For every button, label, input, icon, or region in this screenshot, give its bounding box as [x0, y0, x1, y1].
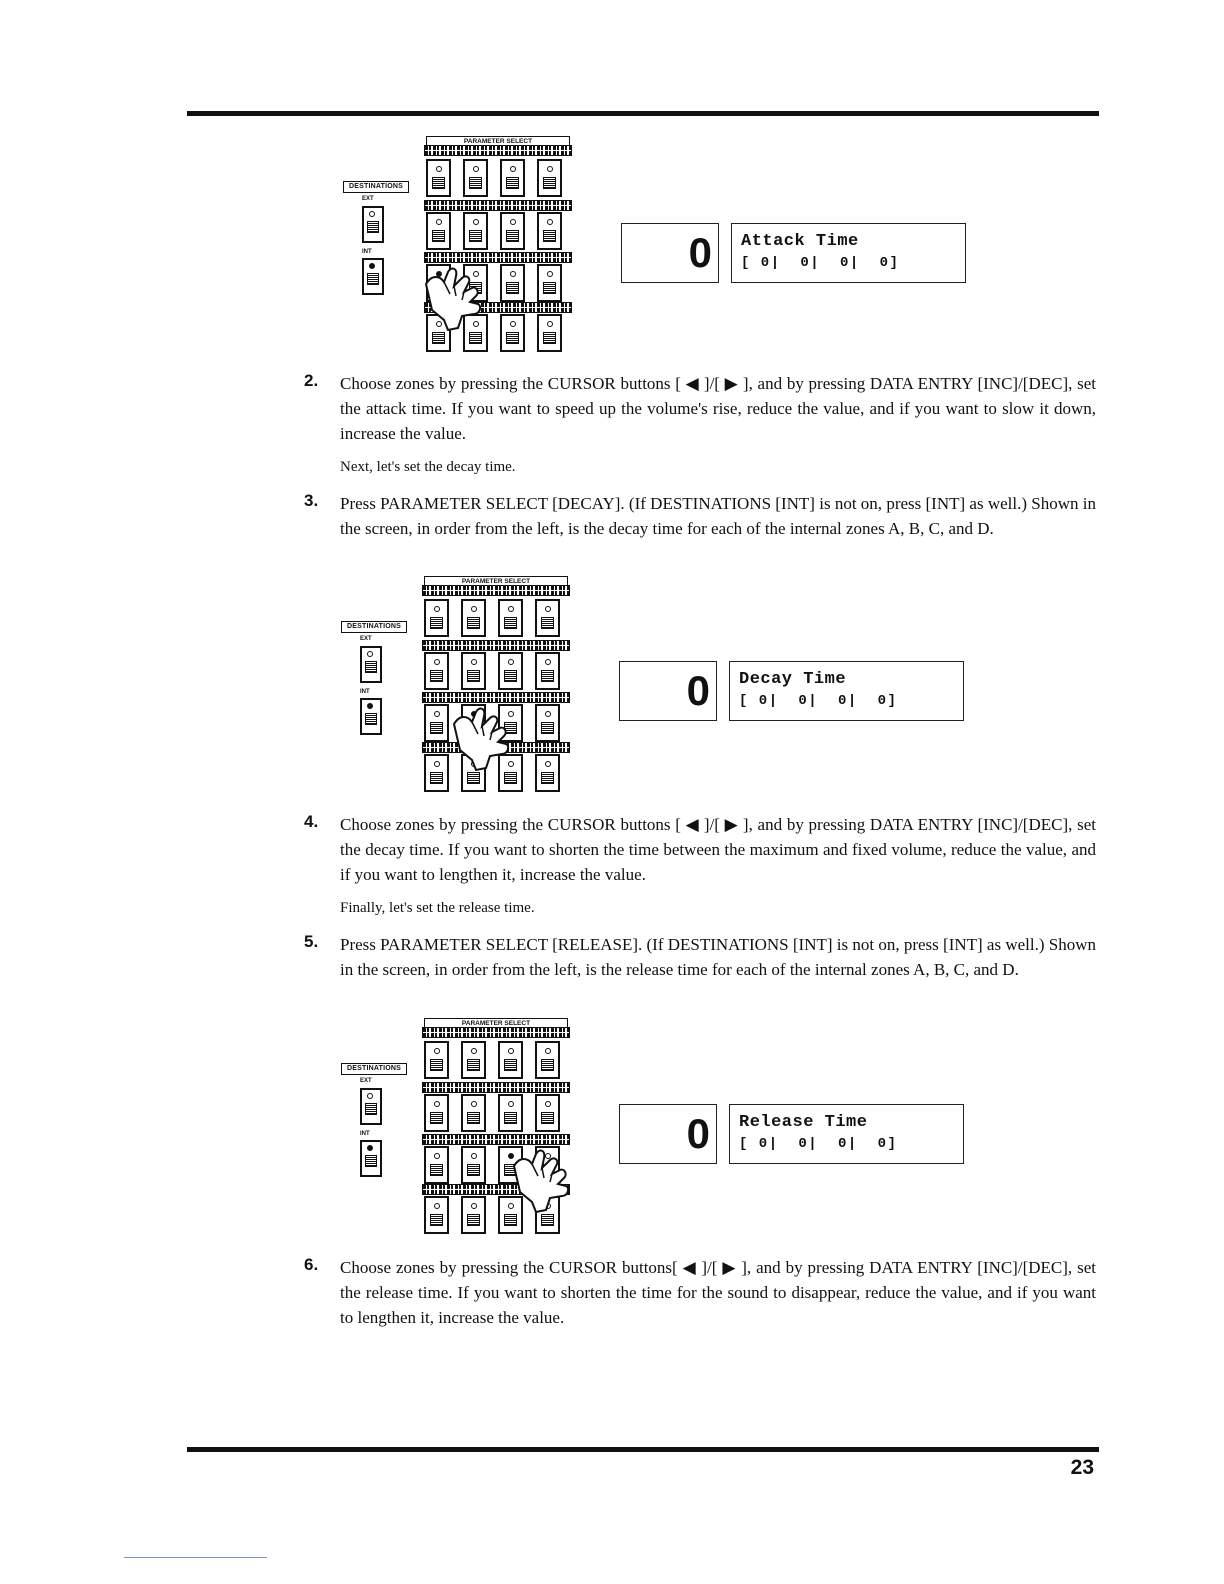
parameter-select-button[interactable]: [424, 1041, 449, 1079]
parameter-select-button[interactable]: [463, 212, 488, 250]
led-icon: [434, 606, 440, 612]
parameter-select-button[interactable]: [535, 599, 560, 637]
lcd-values: [ 0| 0| 0| 0]: [739, 693, 898, 709]
int-button[interactable]: [360, 1140, 382, 1177]
lcd-display: [619, 1104, 964, 1166]
lcd-title: Decay Time: [739, 670, 847, 689]
led-icon: [471, 1203, 477, 1209]
ext-button[interactable]: [360, 1088, 382, 1125]
parameter-label-strip: [424, 145, 572, 156]
led-icon: [473, 166, 479, 172]
step-number: 4.: [304, 812, 319, 831]
parameter-select-button[interactable]: [500, 264, 525, 302]
lcd-values: [ 0| 0| 0| 0]: [739, 1136, 898, 1152]
lcd-display: [621, 223, 966, 285]
led-icon: [367, 651, 373, 657]
parameter-select-button[interactable]: [498, 652, 523, 690]
led-icon: [547, 166, 553, 172]
led-icon: [434, 1048, 440, 1054]
parameter-select-button[interactable]: [498, 1041, 523, 1079]
step-text: Choose zones by pressing the CURSOR buttons [ ◀ ]/[ ▶ ], and by pressing DATA ENTRY [INC]/[DEC], set the decay time. If you want to shorten the time between the maximum and fixed volume, reduce the value, and if you want to lengthen it, increase the value.: [340, 815, 1096, 884]
led-icon: [545, 1048, 551, 1054]
lcd-screen: [731, 223, 966, 283]
parameter-select-button[interactable]: [537, 264, 562, 302]
led-icon: [547, 219, 553, 225]
led-icon: [471, 1048, 477, 1054]
parameter-label-strip: [424, 200, 572, 211]
int-button[interactable]: [360, 698, 382, 735]
led-icon: [545, 761, 551, 767]
parameter-select-button[interactable]: [535, 754, 560, 792]
pointing-hand-icon: [446, 704, 516, 772]
led-icon: [545, 659, 551, 665]
parameter-select-button[interactable]: [424, 652, 449, 690]
led-icon: [508, 659, 514, 665]
note-decay: Next, let's set the decay time.: [340, 459, 516, 475]
parameter-select-label: PARAMETER SELECT: [424, 576, 568, 586]
lcd-title: Attack Time: [741, 232, 859, 251]
ext-label: EXT: [360, 636, 372, 642]
parameter-select-button[interactable]: [535, 704, 560, 742]
led-icon: [436, 219, 442, 225]
led-icon: [367, 703, 373, 709]
parameter-select-button[interactable]: [498, 1094, 523, 1132]
value-display: 0: [619, 1104, 717, 1164]
parameter-label-strip: [422, 1082, 570, 1093]
led-icon: [508, 606, 514, 612]
parameter-select-button[interactable]: [535, 1094, 560, 1132]
ext-label: EXT: [362, 196, 374, 202]
parameter-select-button[interactable]: [424, 1196, 449, 1234]
parameter-label-strip: [424, 252, 572, 263]
parameter-label-strip: [422, 640, 570, 651]
step-text: Press PARAMETER SELECT [DECAY]. (If DESTINATIONS [INT] is not on, press [INT] as well.) Shown in the screen, in order from the left, is the decay time for each of the internal zones A, B, C, and D.: [340, 494, 1096, 538]
led-icon: [545, 606, 551, 612]
led-icon: [510, 166, 516, 172]
led-icon: [547, 321, 553, 327]
lcd-screen: [729, 661, 964, 721]
led-icon: [434, 1101, 440, 1107]
parameter-select-button[interactable]: [461, 652, 486, 690]
step-text: Press PARAMETER SELECT [RELEASE]. (If DESTINATIONS [INT] is not on, press [INT] as well.) Shown in the screen, in order from the left, is the release time for each of the internal zones A, B, C, and D.: [340, 935, 1096, 979]
parameter-select-button[interactable]: [424, 1146, 449, 1184]
lcd-title: Release Time: [739, 1113, 868, 1132]
led-icon: [473, 219, 479, 225]
led-icon: [434, 659, 440, 665]
step-number: 3.: [304, 491, 319, 510]
step-text: Choose zones by pressing the CURSOR buttons [ ◀ ]/[ ▶ ], and by pressing DATA ENTRY [INC]/[DEC], set the attack time. If you want to speed up the volume's rise, reduce the value, and if you want to slow it down, increase the value.: [340, 374, 1096, 443]
parameter-select-button[interactable]: [500, 314, 525, 352]
top-rule: [187, 111, 1099, 116]
led-icon: [510, 321, 516, 327]
led-icon: [545, 711, 551, 717]
ext-button[interactable]: [362, 206, 384, 243]
step-number: 2.: [304, 371, 319, 390]
led-icon: [471, 606, 477, 612]
parameter-select-button[interactable]: [463, 159, 488, 197]
parameter-select-button[interactable]: [535, 1041, 560, 1079]
parameter-select-panel: [340, 136, 580, 361]
led-icon: [508, 1048, 514, 1054]
parameter-select-button[interactable]: [500, 212, 525, 250]
int-label: INT: [360, 689, 370, 695]
parameter-select-button[interactable]: [461, 1196, 486, 1234]
pointing-hand-icon: [418, 264, 488, 332]
led-icon: [434, 761, 440, 767]
destinations-label: DESTINATIONS: [343, 181, 409, 193]
parameter-label-strip: [422, 1027, 570, 1038]
parameter-select-button[interactable]: [537, 212, 562, 250]
parameter-select-panel: [338, 1018, 578, 1243]
parameter-select-button[interactable]: [426, 212, 451, 250]
led-icon: [471, 659, 477, 665]
led-icon: [547, 271, 553, 277]
parameter-select-button[interactable]: [537, 314, 562, 352]
int-button[interactable]: [362, 258, 384, 295]
parameter-select-button[interactable]: [535, 652, 560, 690]
destinations-label: DESTINATIONS: [341, 1063, 407, 1075]
lcd-display: [619, 661, 964, 723]
parameter-select-button[interactable]: [424, 599, 449, 637]
led-icon: [367, 1093, 373, 1099]
value-display: 0: [621, 223, 719, 283]
led-icon: [510, 271, 516, 277]
footer-link-line: [124, 1557, 267, 1558]
led-icon: [471, 1101, 477, 1107]
destinations-label: DESTINATIONS: [341, 621, 407, 633]
led-icon: [367, 1145, 373, 1151]
led-icon: [510, 219, 516, 225]
ext-label: EXT: [360, 1078, 372, 1084]
lcd-screen: [729, 1104, 964, 1164]
parameter-select-button[interactable]: [426, 159, 451, 197]
page-number: 23: [1070, 1456, 1094, 1479]
led-icon: [434, 1153, 440, 1159]
parameter-label-strip: [422, 692, 570, 703]
led-icon: [369, 211, 375, 217]
led-icon: [434, 1203, 440, 1209]
int-label: INT: [362, 249, 372, 255]
led-icon: [471, 1153, 477, 1159]
parameter-label-strip: [422, 585, 570, 596]
parameter-select-panel: [338, 576, 578, 801]
parameter-select-button[interactable]: [461, 1094, 486, 1132]
led-icon: [436, 166, 442, 172]
bottom-rule: [187, 1447, 1099, 1452]
parameter-select-button[interactable]: [500, 159, 525, 197]
note-release: Finally, let's set the release time.: [340, 900, 535, 916]
pointing-hand-icon: [506, 1146, 576, 1214]
parameter-select-button[interactable]: [461, 1041, 486, 1079]
led-icon: [508, 1101, 514, 1107]
parameter-select-button[interactable]: [498, 599, 523, 637]
step-number: 6.: [304, 1255, 319, 1274]
step-number: 5.: [304, 932, 319, 951]
led-icon: [434, 711, 440, 717]
led-icon: [545, 1101, 551, 1107]
parameter-select-label: PARAMETER SELECT: [424, 1018, 568, 1028]
int-label: INT: [360, 1131, 370, 1137]
parameter-select-button[interactable]: [461, 1146, 486, 1184]
parameter-label-strip: [422, 1134, 570, 1145]
step-text: Choose zones by pressing the CURSOR buttons[ ◀ ]/[ ▶ ], and by pressing DATA ENTRY [INC]/[DEC], set the release time. If you want to shorten the time for the sound to disappear, reduce the value, and if you want to lengthen it, increase the value.: [340, 1258, 1096, 1327]
parameter-select-button[interactable]: [461, 599, 486, 637]
ext-button[interactable]: [360, 646, 382, 683]
parameter-select-button[interactable]: [537, 159, 562, 197]
lcd-values: [ 0| 0| 0| 0]: [741, 255, 900, 271]
value-display: 0: [619, 661, 717, 721]
led-icon: [369, 263, 375, 269]
parameter-select-button[interactable]: [424, 1094, 449, 1132]
parameter-select-label: PARAMETER SELECT: [426, 136, 570, 146]
